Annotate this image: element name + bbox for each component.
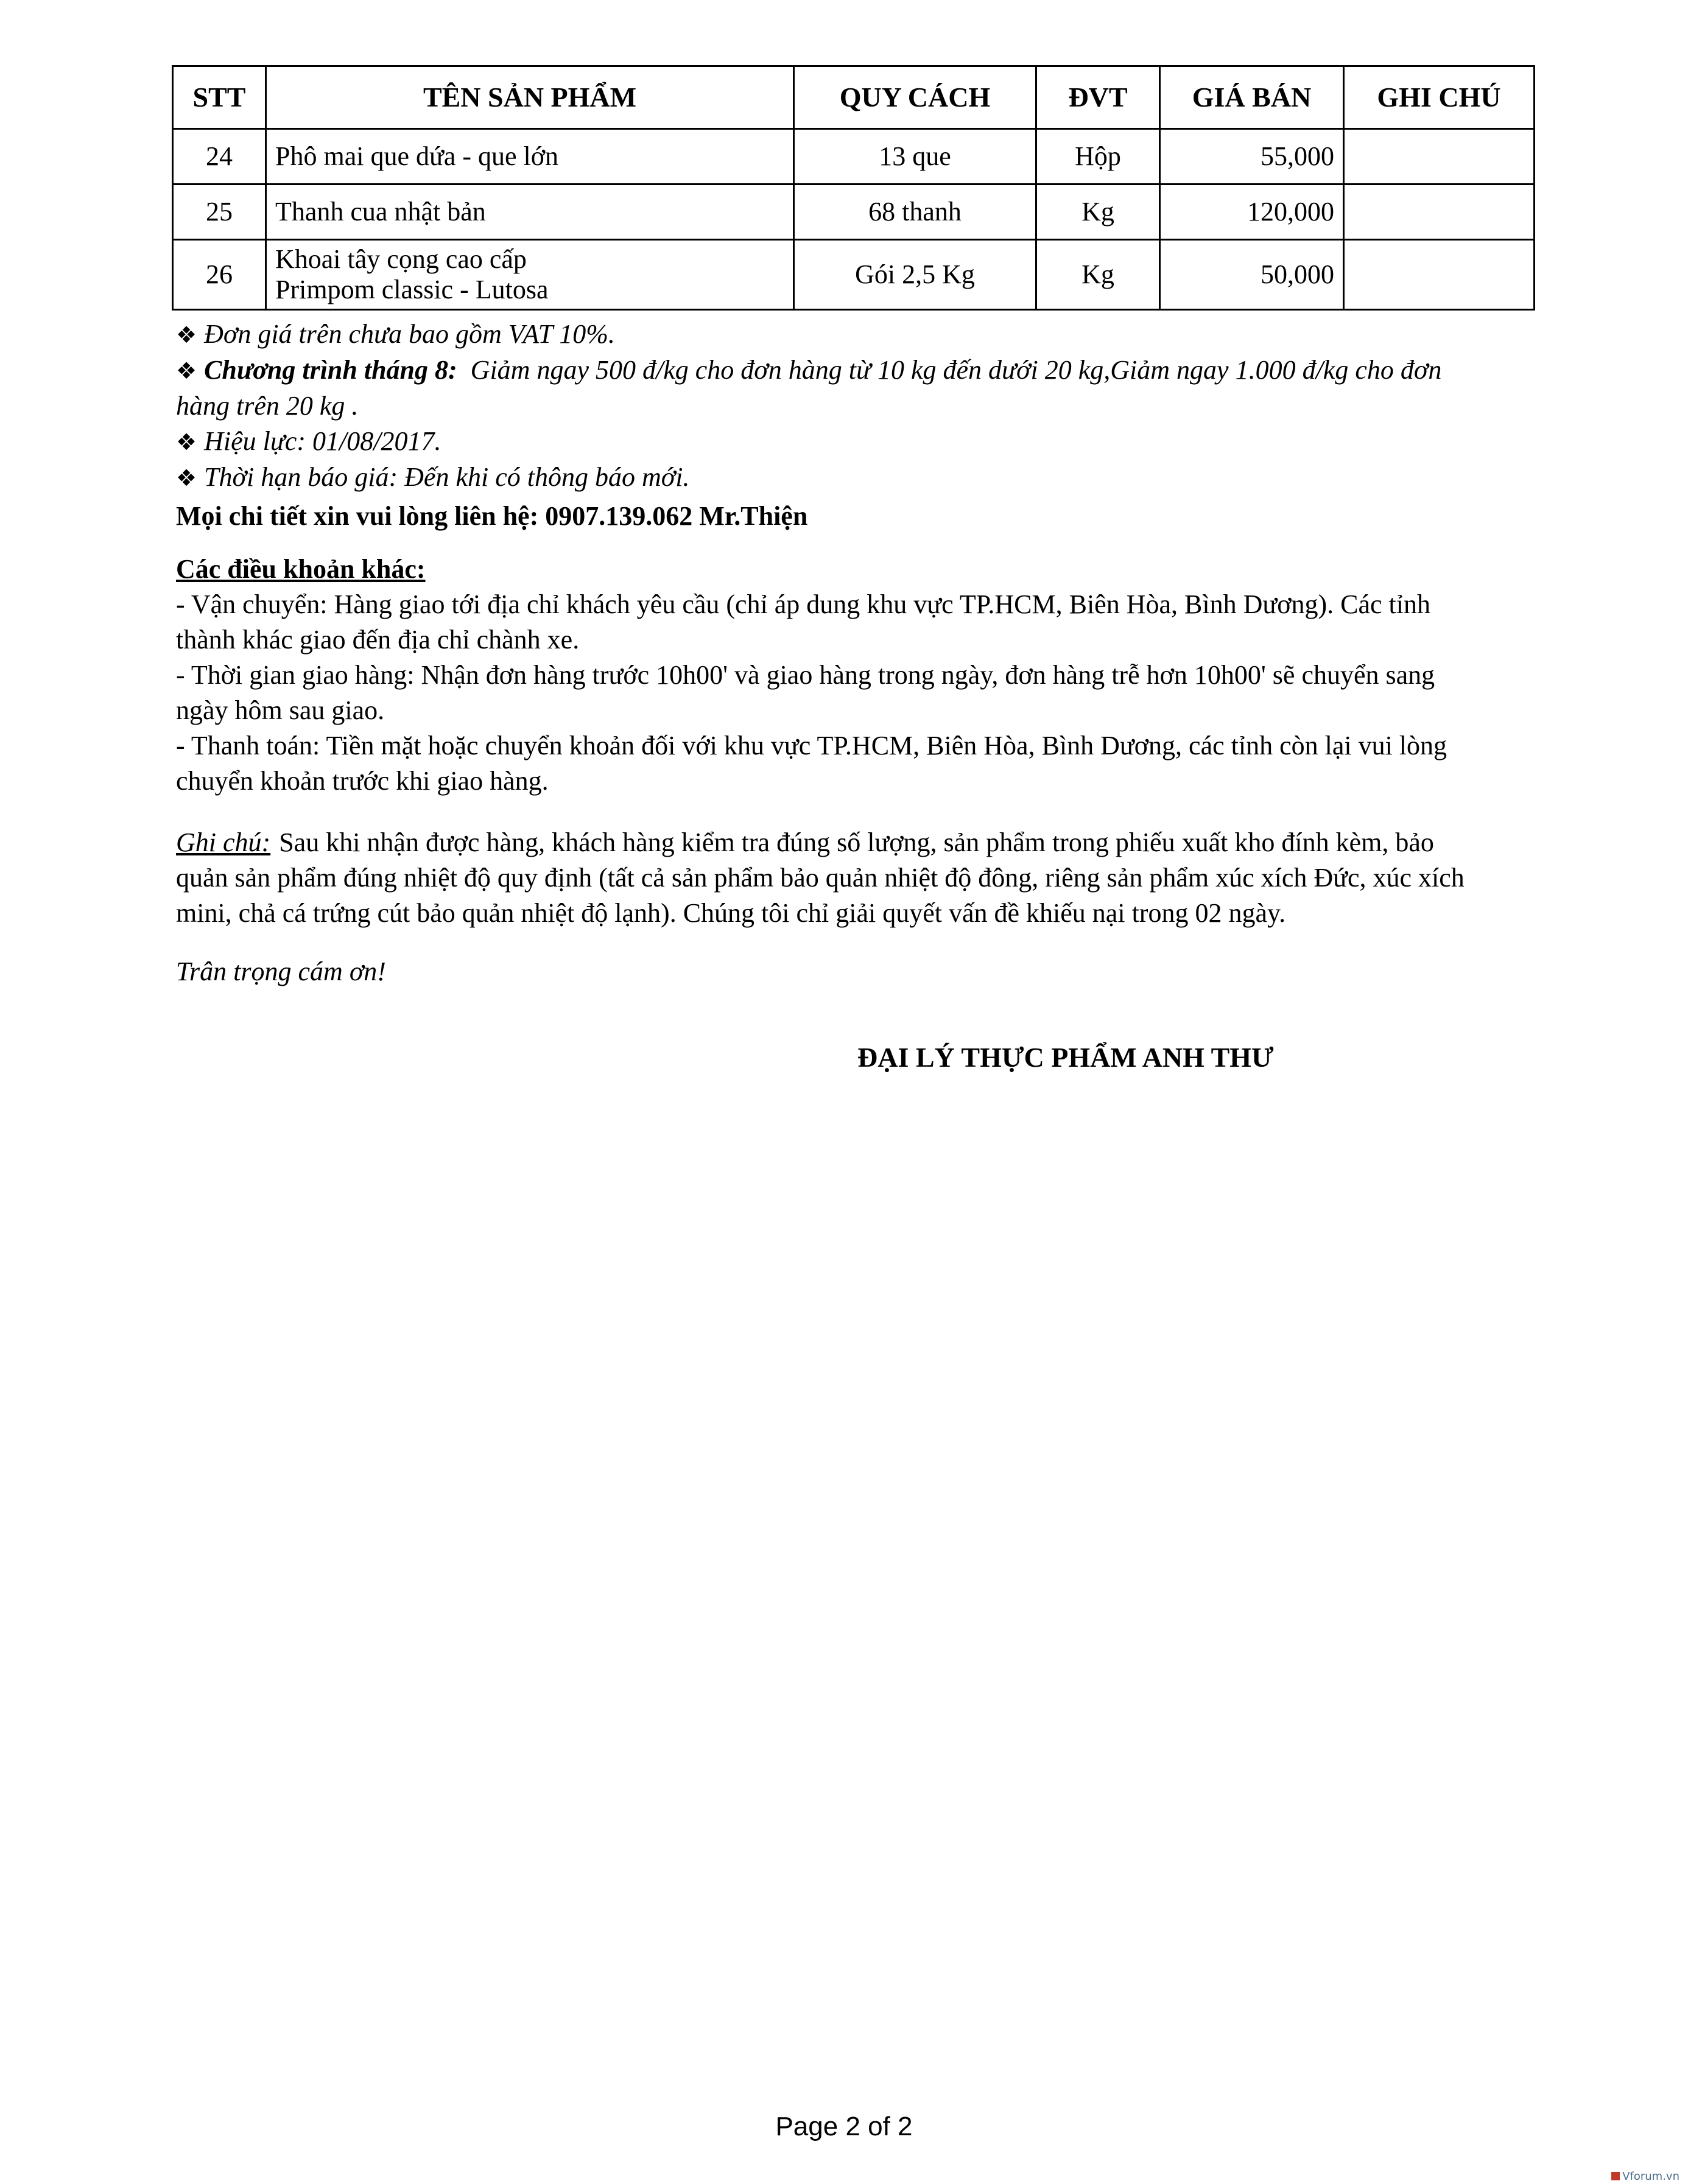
product-name-line-2: Primpom classic - Lutosa <box>275 275 549 304</box>
remarks-label: Ghi chú: <box>176 827 271 857</box>
cell-price: 50,000 <box>1160 240 1344 310</box>
note-vat-text: Đơn giá trên chưa bao gồm VAT 10%. <box>204 319 615 349</box>
product-name-line: Thanh cua nhật bản <box>275 197 486 226</box>
cell-note <box>1344 240 1535 310</box>
product-name-line: Phô mai que dứa - que lớn <box>275 141 559 171</box>
product-name-line: Khoai tây cọng cao cấp <box>275 244 527 274</box>
promo-text: Giảm ngay 500 đ/kg cho đơn hàng từ 10 kg đến dưới 20 kg,Giảm ngay 1.000 đ/kg cho đơn <box>470 355 1442 385</box>
header-stt: STT <box>173 66 266 129</box>
remarks-section <box>176 825 1522 931</box>
cell-unit: Hộp <box>1036 129 1160 184</box>
cell-price: 55,000 <box>1160 129 1344 184</box>
cell-spec: 13 que <box>794 129 1036 184</box>
terms-shipping: - Vận chuyển: Hàng giao tới địa chỉ khách yêu cầu (chỉ áp dung khu vực TP.HCM, Biên Hòa, Bình Dương). Các tỉnh <box>176 589 1430 619</box>
cell-product-name <box>266 184 794 240</box>
price-table <box>172 65 1535 311</box>
terms-payment-continued: chuyển khoản trước khi giao hàng. <box>176 766 549 796</box>
remarks-text-1: Sau khi nhận được hàng, khách hàng kiểm tra đúng số lượng, sản phẩm trong phiếu xuất kho đính kèm, bảo <box>279 827 1434 857</box>
cell-spec: Gói 2,5 Kg <box>794 240 1036 310</box>
diamond-bullet-icon: ❖ <box>176 429 197 455</box>
cell-price: 120,000 <box>1160 184 1344 240</box>
remarks-line-1 <box>176 825 1522 860</box>
table-header-row <box>173 66 1535 129</box>
table-row <box>173 129 1535 184</box>
terms-shipping-continued: thành khác giao đến địa chỉ chành xe. <box>176 625 580 655</box>
cell-unit: Kg <box>1036 240 1160 310</box>
header-price: GIÁ BÁN <box>1160 66 1344 129</box>
diamond-bullet-icon: ❖ <box>176 321 197 348</box>
terms-title: Các điều khoản khác: <box>176 554 426 584</box>
cell-note <box>1344 184 1535 240</box>
closing-thanks: Trân trọng cám ơn! <box>176 957 386 986</box>
note-validity-text: Thời hạn báo giá: Đến khi có thông báo mới. <box>204 462 690 492</box>
cell-stt: 26 <box>173 240 266 310</box>
remarks-line-3: mini, chả cá trứng cút bảo quản nhiệt độ lạnh). Chúng tôi chỉ giải quyết vấn đề khiếu nại trong 02 ngày. <box>176 898 1286 928</box>
remarks-line-2: quản sản phẩm đúng nhiệt độ quy định (tất cả sản phẩm bảo quản nhiệt độ đông, riêng sản phẩm xúc xích Đức, xúc xích <box>176 863 1465 893</box>
header-unit: ĐVT <box>1036 66 1160 129</box>
cell-product-name <box>266 240 794 310</box>
terms-delivery-continued: ngày hôm sau giao. <box>176 695 385 725</box>
terms-delivery: - Thời gian giao hàng: Nhận đơn hàng trước 10h00' và giao hàng trong ngày, đơn hàng trễ hơn 10h00' sẽ chuyển sang <box>176 660 1435 690</box>
cell-stt: 24 <box>173 129 266 184</box>
cell-stt: 25 <box>173 184 266 240</box>
contact-line: Mọi chi tiết xin vui lòng liên hệ: 0907.139.062 Mr.Thiện <box>176 501 808 531</box>
header-note: GHI CHÚ <box>1344 66 1535 129</box>
table-row <box>173 184 1535 240</box>
diamond-bullet-icon: ❖ <box>176 357 197 384</box>
cell-unit: Kg <box>1036 184 1160 240</box>
notes-section <box>176 317 1540 496</box>
diamond-bullet-icon: ❖ <box>176 465 197 491</box>
promo-text-continued: hàng trên 20 kg . <box>176 391 359 421</box>
header-spec: QUY CÁCH <box>794 66 1036 129</box>
note-promo <box>176 353 1540 388</box>
terms-payment: - Thanh toán: Tiền mặt hoặc chuyển khoản đối với khu vực TP.HCM, Biên Hòa, Bình Dương, các tỉnh còn lại vui lòng <box>176 731 1447 760</box>
watermark-logo-icon <box>1611 2172 1620 2180</box>
note-vat <box>176 317 1540 353</box>
note-validity <box>176 460 1540 496</box>
note-effective-text: Hiệu lực: 01/08/2017. <box>204 426 441 456</box>
promo-label: Chương trình tháng 8: <box>204 355 457 385</box>
cell-product-name <box>266 129 794 184</box>
cell-spec: 68 thanh <box>794 184 1036 240</box>
header-product-name: TÊN SẢN PHẨM <box>266 66 794 129</box>
cell-note <box>1344 129 1535 184</box>
note-effective <box>176 424 1540 460</box>
terms-section <box>176 552 1540 799</box>
note-promo-continued <box>176 388 1540 424</box>
company-signature: ĐẠI LÝ THỰC PHẨM ANH THƯ <box>857 1042 1274 1073</box>
watermark <box>1611 2169 1679 2183</box>
watermark-text: Vforum.vn <box>1622 2169 1679 2183</box>
page-number: Page 2 of 2 <box>775 2112 913 2141</box>
table-row <box>173 240 1535 310</box>
